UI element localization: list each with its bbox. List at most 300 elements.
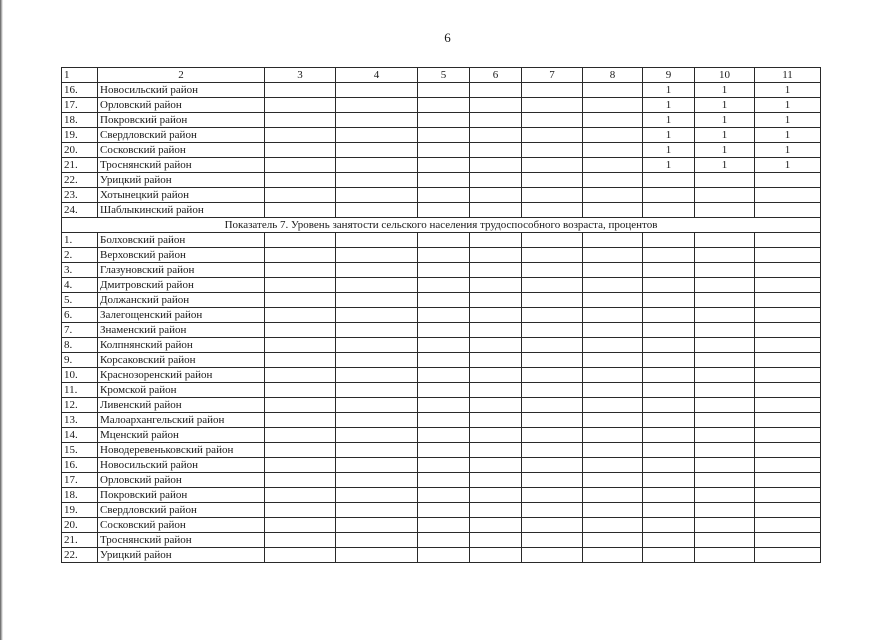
value-cell [265, 353, 336, 368]
value-cell [522, 368, 583, 383]
value-cell [418, 428, 470, 443]
value-cell [336, 278, 418, 293]
value-cell [336, 503, 418, 518]
value-cell [583, 188, 643, 203]
value-cell [418, 458, 470, 473]
value-cell [643, 413, 695, 428]
value-cell [583, 338, 643, 353]
value-cell [336, 98, 418, 113]
value-cell [695, 173, 755, 188]
district-name-cell: Дмитровский район [98, 278, 265, 293]
value-cell [695, 293, 755, 308]
value-cell [583, 173, 643, 188]
value-cell [522, 533, 583, 548]
value-cell [470, 353, 522, 368]
value-cell [583, 113, 643, 128]
value-cell [418, 248, 470, 263]
value-cell [418, 128, 470, 143]
district-name-cell: Новосильский район [98, 83, 265, 98]
value-cell [336, 353, 418, 368]
district-name-cell: Знаменский район [98, 323, 265, 338]
indicators-table [61, 67, 821, 563]
value-cell [470, 113, 522, 128]
value-cell [643, 188, 695, 203]
value-cell: 1 [695, 83, 755, 98]
value-cell [418, 143, 470, 158]
value-cell [418, 443, 470, 458]
value-cell [583, 98, 643, 113]
value-cell [583, 158, 643, 173]
row-number-cell: 21. [62, 158, 98, 173]
table-row [62, 113, 821, 128]
row-number-cell: 14. [62, 428, 98, 443]
value-cell [755, 173, 821, 188]
row-number-cell: 1. [62, 233, 98, 248]
value-cell [695, 308, 755, 323]
value-cell: 1 [755, 128, 821, 143]
header-cell: 5 [418, 68, 470, 83]
value-cell [695, 518, 755, 533]
value-cell [336, 308, 418, 323]
value-cell: 1 [643, 128, 695, 143]
value-cell [522, 188, 583, 203]
value-cell [418, 233, 470, 248]
value-cell [418, 188, 470, 203]
value-cell [522, 293, 583, 308]
row-number-cell: 21. [62, 533, 98, 548]
table-row [62, 308, 821, 323]
value-cell [583, 428, 643, 443]
table-row [62, 248, 821, 263]
value-cell [418, 278, 470, 293]
value-cell [265, 128, 336, 143]
table-row [62, 368, 821, 383]
district-name-cell: Залегощенский район [98, 308, 265, 323]
value-cell [470, 368, 522, 383]
value-cell [336, 473, 418, 488]
district-name-cell: Троснянский район [98, 158, 265, 173]
value-cell [643, 173, 695, 188]
value-cell [336, 323, 418, 338]
value-cell [265, 473, 336, 488]
value-cell [583, 233, 643, 248]
value-cell [755, 488, 821, 503]
district-name-cell: Орловский район [98, 98, 265, 113]
table-row [62, 353, 821, 368]
value-cell [755, 473, 821, 488]
district-name-cell: Свердловский район [98, 503, 265, 518]
value-cell [470, 83, 522, 98]
value-cell [583, 458, 643, 473]
value-cell [418, 503, 470, 518]
value-cell [265, 368, 336, 383]
value-cell [470, 503, 522, 518]
value-cell [583, 278, 643, 293]
district-name-cell: Свердловский район [98, 128, 265, 143]
value-cell: 1 [755, 143, 821, 158]
value-cell [643, 503, 695, 518]
table-row [62, 158, 821, 173]
value-cell [695, 233, 755, 248]
table-row [62, 398, 821, 413]
value-cell [522, 248, 583, 263]
district-name-cell: Малоархангельский район [98, 413, 265, 428]
table-row [62, 143, 821, 158]
table-row [62, 338, 821, 353]
value-cell [643, 383, 695, 398]
value-cell [336, 548, 418, 563]
value-cell [418, 413, 470, 428]
value-cell [470, 188, 522, 203]
value-cell [643, 278, 695, 293]
district-name-cell: Колпнянский район [98, 338, 265, 353]
table-row [62, 278, 821, 293]
value-cell [265, 338, 336, 353]
value-cell [522, 323, 583, 338]
value-cell [265, 398, 336, 413]
value-cell: 1 [643, 158, 695, 173]
value-cell [643, 488, 695, 503]
value-cell [695, 413, 755, 428]
value-cell [265, 308, 336, 323]
value-cell [755, 503, 821, 518]
value-cell [695, 353, 755, 368]
value-cell [522, 458, 583, 473]
value-cell [522, 263, 583, 278]
value-cell: 1 [695, 113, 755, 128]
column-number-row [62, 68, 821, 83]
value-cell [643, 323, 695, 338]
value-cell [583, 488, 643, 503]
header-cell: 4 [336, 68, 418, 83]
value-cell [522, 443, 583, 458]
value-cell [755, 308, 821, 323]
value-cell [695, 248, 755, 263]
value-cell [418, 353, 470, 368]
value-cell [695, 338, 755, 353]
value-cell [265, 263, 336, 278]
row-number-cell: 6. [62, 308, 98, 323]
value-cell [265, 488, 336, 503]
value-cell [470, 488, 522, 503]
value-cell [755, 353, 821, 368]
value-cell [522, 518, 583, 533]
row-number-cell: 12. [62, 398, 98, 413]
table-row [62, 128, 821, 143]
value-cell [755, 278, 821, 293]
row-number-cell: 20. [62, 518, 98, 533]
value-cell [522, 398, 583, 413]
value-cell [522, 233, 583, 248]
district-name-cell: Урицкий район [98, 548, 265, 563]
value-cell: 1 [695, 98, 755, 113]
value-cell [522, 83, 583, 98]
value-cell [755, 518, 821, 533]
table-row [62, 98, 821, 113]
district-name-cell: Хотынецкий район [98, 188, 265, 203]
value-cell [583, 128, 643, 143]
value-cell [265, 98, 336, 113]
value-cell [470, 173, 522, 188]
table-row [62, 518, 821, 533]
table-row [62, 458, 821, 473]
value-cell [336, 188, 418, 203]
value-cell: 1 [755, 158, 821, 173]
table-row [62, 503, 821, 518]
value-cell [522, 308, 583, 323]
header-cell: 1 [62, 68, 98, 83]
value-cell [583, 383, 643, 398]
value-cell [695, 263, 755, 278]
district-name-cell: Новосильский район [98, 458, 265, 473]
value-cell [265, 143, 336, 158]
table-row [62, 383, 821, 398]
value-cell [583, 548, 643, 563]
value-cell [470, 278, 522, 293]
value-cell [336, 518, 418, 533]
value-cell [695, 398, 755, 413]
value-cell [522, 113, 583, 128]
district-name-cell: Покровский район [98, 488, 265, 503]
value-cell [265, 413, 336, 428]
value-cell [643, 338, 695, 353]
district-name-cell: Сосковский район [98, 143, 265, 158]
table-row [62, 413, 821, 428]
value-cell [643, 248, 695, 263]
value-cell [522, 158, 583, 173]
value-cell [418, 518, 470, 533]
district-name-cell: Урицкий район [98, 173, 265, 188]
value-cell [695, 323, 755, 338]
value-cell [583, 503, 643, 518]
row-number-cell: 3. [62, 263, 98, 278]
district-name-cell: Орловский район [98, 473, 265, 488]
row-number-cell: 19. [62, 128, 98, 143]
value-cell [336, 533, 418, 548]
value-cell [583, 143, 643, 158]
district-name-cell: Ливенский район [98, 398, 265, 413]
district-name-cell: Болховский район [98, 233, 265, 248]
row-number-cell: 22. [62, 548, 98, 563]
value-cell: 1 [695, 128, 755, 143]
value-cell [336, 173, 418, 188]
row-number-cell: 23. [62, 188, 98, 203]
row-number-cell: 11. [62, 383, 98, 398]
district-name-cell: Мценский район [98, 428, 265, 443]
table-row [62, 548, 821, 563]
value-cell [336, 383, 418, 398]
value-cell [643, 443, 695, 458]
table-row [62, 83, 821, 98]
value-cell [418, 83, 470, 98]
value-cell [755, 233, 821, 248]
value-cell [583, 518, 643, 533]
table-row [62, 488, 821, 503]
value-cell [470, 293, 522, 308]
value-cell [695, 188, 755, 203]
value-cell [265, 233, 336, 248]
value-cell [265, 83, 336, 98]
value-cell: 1 [643, 83, 695, 98]
value-cell [418, 338, 470, 353]
value-cell [336, 83, 418, 98]
table-row [62, 173, 821, 188]
value-cell [336, 413, 418, 428]
value-cell [418, 398, 470, 413]
district-name-cell: Кромской район [98, 383, 265, 398]
row-number-cell: 16. [62, 458, 98, 473]
value-cell [695, 428, 755, 443]
value-cell [470, 248, 522, 263]
value-cell: 1 [643, 98, 695, 113]
value-cell [695, 203, 755, 218]
value-cell [643, 308, 695, 323]
district-name-cell: Сосковский район [98, 518, 265, 533]
value-cell [755, 443, 821, 458]
table-row [62, 263, 821, 278]
value-cell [470, 128, 522, 143]
value-cell [265, 503, 336, 518]
value-cell [522, 488, 583, 503]
value-cell [643, 233, 695, 248]
value-cell [418, 203, 470, 218]
value-cell [583, 248, 643, 263]
value-cell: 1 [755, 98, 821, 113]
row-number-cell: 4. [62, 278, 98, 293]
page-number: 6 [444, 30, 451, 45]
value-cell [643, 263, 695, 278]
value-cell [336, 248, 418, 263]
value-cell [470, 308, 522, 323]
value-cell: 1 [643, 143, 695, 158]
value-cell [265, 533, 336, 548]
value-cell [336, 128, 418, 143]
value-cell [695, 458, 755, 473]
value-cell [418, 533, 470, 548]
value-cell [755, 458, 821, 473]
row-number-cell: 8. [62, 338, 98, 353]
value-cell [265, 383, 336, 398]
value-cell [695, 488, 755, 503]
value-cell [470, 548, 522, 563]
table-row [62, 533, 821, 548]
value-cell [336, 443, 418, 458]
value-cell [755, 203, 821, 218]
row-number-cell: 7. [62, 323, 98, 338]
value-cell [695, 368, 755, 383]
table-body [62, 68, 821, 563]
header-cell: 7 [522, 68, 583, 83]
value-cell [583, 263, 643, 278]
value-cell [470, 143, 522, 158]
table-row [62, 323, 821, 338]
value-cell [470, 323, 522, 338]
value-cell [755, 323, 821, 338]
value-cell [583, 413, 643, 428]
value-cell: 1 [643, 113, 695, 128]
district-name-cell: Троснянский район [98, 533, 265, 548]
value-cell [470, 383, 522, 398]
value-cell [755, 368, 821, 383]
row-number-cell: 17. [62, 98, 98, 113]
row-number-cell: 2. [62, 248, 98, 263]
value-cell [695, 383, 755, 398]
district-name-cell: Верховский район [98, 248, 265, 263]
section-row [62, 218, 821, 233]
value-cell [695, 503, 755, 518]
value-cell [336, 158, 418, 173]
value-cell [418, 323, 470, 338]
value-cell [336, 293, 418, 308]
district-name-cell: Краснозоренский район [98, 368, 265, 383]
page-binding-edge [0, 0, 3, 640]
value-cell [336, 368, 418, 383]
value-cell [583, 443, 643, 458]
value-cell [695, 533, 755, 548]
value-cell [583, 293, 643, 308]
value-cell [336, 488, 418, 503]
value-cell [522, 98, 583, 113]
value-cell [265, 248, 336, 263]
value-cell [336, 398, 418, 413]
value-cell [755, 188, 821, 203]
value-cell [418, 293, 470, 308]
value-cell [522, 203, 583, 218]
value-cell [522, 278, 583, 293]
header-cell: 2 [98, 68, 265, 83]
value-cell [583, 323, 643, 338]
table-row [62, 293, 821, 308]
row-number-cell: 15. [62, 443, 98, 458]
value-cell [643, 398, 695, 413]
value-cell [522, 413, 583, 428]
value-cell [643, 203, 695, 218]
table-row [62, 233, 821, 248]
header-cell: 9 [643, 68, 695, 83]
value-cell [522, 128, 583, 143]
row-number-cell: 17. [62, 473, 98, 488]
row-number-cell: 18. [62, 113, 98, 128]
value-cell [583, 203, 643, 218]
value-cell [583, 308, 643, 323]
value-cell [470, 413, 522, 428]
district-name-cell: Новодеревеньковский район [98, 443, 265, 458]
table-row [62, 428, 821, 443]
value-cell [418, 473, 470, 488]
value-cell [583, 398, 643, 413]
row-number-cell: 9. [62, 353, 98, 368]
value-cell [755, 533, 821, 548]
row-number-cell: 18. [62, 488, 98, 503]
value-cell [755, 383, 821, 398]
value-cell [265, 278, 336, 293]
section-title: Показатель 7. Уровень занятости сельского населения трудоспособного возраста, процентов [62, 218, 821, 233]
value-cell [470, 338, 522, 353]
value-cell [583, 353, 643, 368]
value-cell [470, 233, 522, 248]
value-cell [583, 533, 643, 548]
value-cell [336, 233, 418, 248]
row-number-cell: 20. [62, 143, 98, 158]
value-cell [695, 443, 755, 458]
row-number-cell: 13. [62, 413, 98, 428]
value-cell [522, 503, 583, 518]
value-cell [583, 83, 643, 98]
value-cell [522, 338, 583, 353]
value-cell [695, 278, 755, 293]
header-cell: 8 [583, 68, 643, 83]
value-cell [470, 428, 522, 443]
